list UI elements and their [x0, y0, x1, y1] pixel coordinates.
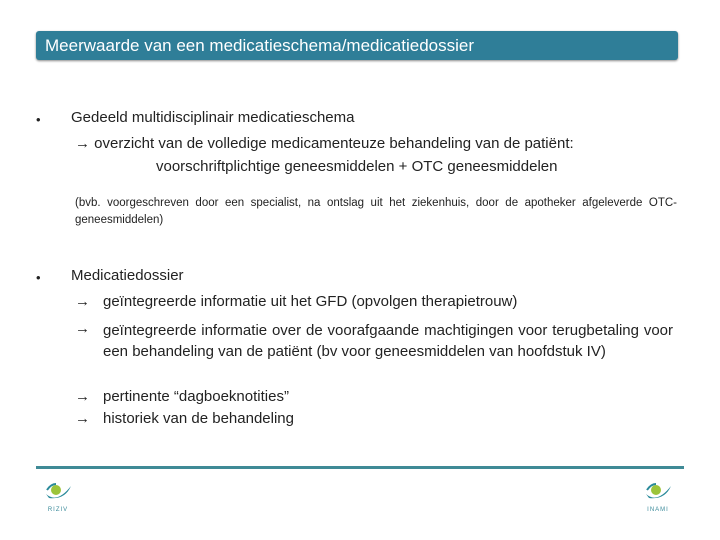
bullet2-item: pertinente “dagboeknotities”: [103, 388, 289, 405]
bullet2-item: geïntegreerde informatie uit het GFD (opvolgen therapietrouw): [103, 293, 518, 310]
bullet2-heading: Medicatiedossier: [71, 267, 184, 284]
bullet1-note: (bvb. voorgeschreven door een specialist, na ontslag uit het ziekenhuis, door de apotheker afgeleverde OTC-geneesmiddelen): [75, 197, 677, 226]
arrow-icon: →: [75, 388, 90, 405]
logo-text: INAMI: [647, 507, 669, 513]
riziv-logo: [38, 482, 78, 513]
bullet: •: [36, 270, 41, 285]
inami-logo: [638, 482, 678, 513]
bullet: •: [36, 112, 41, 127]
bullet1-line1: → overzicht van de volledige medicamenteuze behandeling van de patiënt:: [75, 135, 574, 152]
footer-divider: [36, 466, 684, 469]
bullet1-line2: voorschriftplichtige geneesmiddelen + OTC geneesmiddelen: [156, 158, 558, 175]
arrow-icon: →: [75, 320, 90, 337]
bullet2-item: historiek van de behandeling: [103, 410, 294, 427]
bullet1-heading: Gedeeld multidisciplinair medicatieschema: [71, 109, 355, 126]
logo-text: RIZIV: [47, 507, 69, 513]
arrow-icon: →: [75, 293, 90, 310]
arrow-icon: →: [75, 410, 90, 427]
slide-title: Meerwaarde van een medicatieschema/medicatiedossier: [36, 31, 678, 60]
bullet2-item: geïntegreerde informatie over de voorafgaande machtigingen voor terugbetaling voor een behandeling van de patiënt (bv voor geneesmiddelen van hoofdstuk IV): [103, 322, 673, 360]
